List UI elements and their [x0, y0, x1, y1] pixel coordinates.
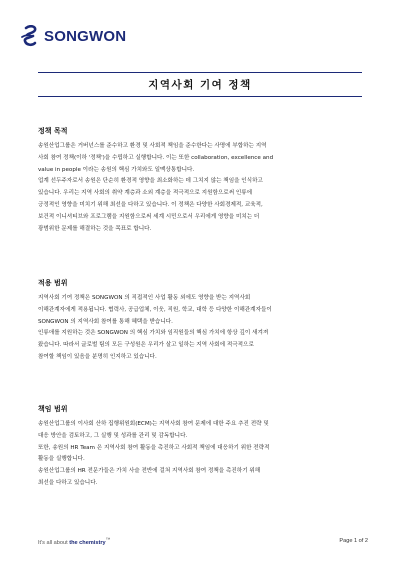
tagline — [38, 537, 110, 546]
section-heading: 정책 목적 — [38, 127, 68, 135]
tagline-brand: the chemistry — [69, 539, 106, 546]
paragraph-line: value in people 이라는 송원의 핵심 가치와도 일맥상통합니다. — [38, 166, 195, 173]
paragraph-line: 보건적 이니셔티브와 프로그램을 지원함으로써 세계 시민으로서 우리에게 영향을 미치는 더 — [38, 213, 260, 220]
paragraph-line: 송원산업그룹은 거버넌스를 준수하고 환경 및 사회적 책임을 준수한다는 사명에 부합하는 지역 — [38, 143, 267, 149]
title-box — [38, 72, 362, 97]
paragraph-line: 있습니다. 우리는 지역 사회의 취약 계층과 소외 계층을 적극적으로 지원함으로써 인류에 — [38, 190, 253, 197]
section-heading: 적용 범위 — [38, 279, 68, 287]
paragraph-line: 참여할 책임이 있음을 분명히 인지하고 있습니다. — [38, 353, 157, 360]
paragraph-line: 송원산업그룹의 HR 전문가들은 가치 사슬 전반에 걸쳐 지역사회 참여 정책을 촉진하기 위해 — [38, 468, 261, 475]
paragraph-line: 업계 선두주자로서 송원은 단순히 환경적 영향을 최소화하는 데 그치지 않는 책임을 인식하고 — [38, 178, 263, 185]
section-scope — [38, 278, 368, 364]
paragraph-line: 최선을 다하고 있습니다. — [38, 479, 98, 486]
paragraph-line: 활동을 실행합니다. — [38, 456, 85, 463]
section-purpose — [38, 126, 368, 235]
page-number: Page 1 of 2 — [339, 538, 368, 545]
trademark-mark: ™ — [105, 537, 111, 542]
paragraph-line: 이해관계자에게 적용됩니다. 협력사, 공급업체, 이웃, 직원, 학교, 대학 등 다양한 이해관계자들이 — [38, 306, 272, 313]
header — [20, 24, 126, 48]
songwon-logo-icon — [20, 25, 40, 47]
paragraph-line: SONGWON 의 지역사회 참여를 통해 혜택을 받습니다. — [38, 318, 173, 325]
paragraph-line: 사회 참여 정책(이하 '정책')을 수립하고 실행합니다. 이는 또한 collaboration, excellence and — [38, 154, 274, 161]
paragraph-line: 또한, 송원의 HR Team 은 지역사회 참여 활동을 촉진하고 사회적 책임에 대응하기 위한 전략적 — [38, 444, 270, 451]
paragraph-line: 지역사회 기여 정책은 SONGWON 의 직접적인 사업 활동 외에도 영향을 받는 지역사회 — [38, 295, 251, 301]
section-responsibility — [38, 404, 368, 490]
logo-text: SONGWON — [44, 27, 127, 45]
paragraph-line: 광범위한 문제를 해결하는 것을 목표로 합니다. — [38, 225, 152, 232]
paragraph-line: 송원산업그룹의 이사회 산하 집행위원회(ECM)는 지역사회 참여 문제에 대한 주요 추진 전략 및 — [38, 421, 269, 427]
section-heading: 책임 범위 — [38, 405, 68, 413]
paragraph-line: 인류애를 지원하는 것은 SONGWON 의 핵심 가치와 임직원들의 핵심 가치에 항상 깊이 새겨져 — [38, 330, 269, 337]
page-title: 지역사회 기여 정책 — [148, 79, 252, 91]
paragraph-line: 대응 방안을 검토하고, 그 실행 및 성과를 관리 및 감독합니다. — [38, 432, 188, 439]
paragraph-line: 긍정적인 영향을 미치기 위해 최선을 다하고 있습니다. 이 정책은 다양한 사회경제적, 교육적, — [38, 201, 263, 208]
tagline-prefix: It's all about — [38, 539, 70, 546]
paragraph-line: 왔습니다. 따라서 글로벌 팀의 모든 구성원은 우리가 살고 일하는 지역 사회에 적극적으로 — [38, 342, 254, 349]
footer — [38, 537, 368, 546]
